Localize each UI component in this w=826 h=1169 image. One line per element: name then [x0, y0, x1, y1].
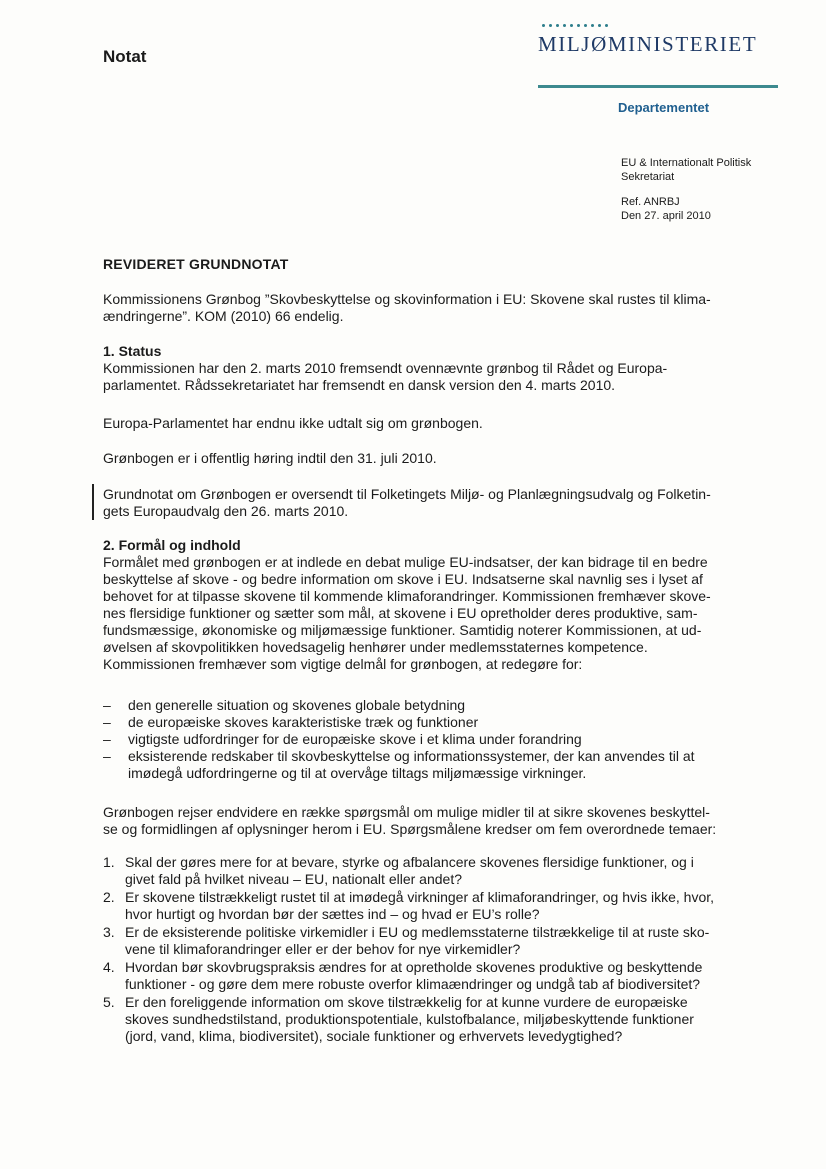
list-item: den generelle situation og skovenes globale betydning	[128, 697, 466, 713]
sender-block	[621, 156, 751, 223]
numbered-item: Hvordan bør skovbrugspraksis ændres for at opretholde skovenes produktive og beskyttende funktioner - og gøre dem mere robuste overfor klimaændringer og undgå tab af biodiversitet?	[125, 959, 703, 992]
text-line: øvelsen af skovpolitikken hovedsagelig henhører under medlemsstaternes kompetence.	[103, 639, 648, 655]
logo-dots-decoration	[542, 24, 614, 29]
paragraph: Grønbogen er i offentlig høring indtil den 31. juli 2010.	[103, 450, 437, 466]
document-heading: REVIDERET GRUNDNOTAT	[103, 256, 289, 272]
numbered-item: Er de eksisterende politiske virkemidler i EU og medlemsstaterne tilstrækkelige til at ruste sko- vene til klimaforandringer eller er der behov for nye virkemidler?	[125, 924, 710, 957]
sender-line: Sekretariat	[621, 171, 675, 183]
text-line: nes flersidige funktioner og sætter som mål, at skovene i EU opretholder deres produktive, sam-	[103, 605, 698, 621]
list-item-continuation: imødegå udfordringerne og til at overvåge tiltags miljømæssige virkninger.	[128, 765, 587, 781]
numbered-item: Er den foreliggende information om skove tilstrækkelig for at kunne vurdere de europæiske skoves sundhedstilstand, produktionspotentiale, kulstofbalance, miljøbeskyttende funktioner (jord, vand, klima, biodiversitet), sociale funktioner og erhvervets levedygtighed?	[125, 994, 694, 1044]
list-item: eksisterende redskaber til skovbeskyttelse og informationssystemer, der kan anvendes til at	[128, 748, 695, 764]
text-line: parlamentet. Rådssekretariatet har fremsendt en dansk version den 4. marts 2010.	[103, 377, 616, 393]
document-type-label: Notat	[103, 47, 147, 66]
item-number: 3.	[103, 924, 115, 940]
text-line: ændringerne”. KOM (2010) 66 endelig.	[103, 308, 344, 324]
item-number: 2.	[103, 889, 115, 905]
section-heading: 2. Formål og indhold	[103, 537, 241, 553]
reference: Ref. ANRBJ	[621, 196, 680, 208]
text-line: beskyttelse af skove - og bedre information om skove i EU. Indsatserne skal navnlig ses i lyset af	[103, 571, 703, 587]
list-item: vigtigste udfordringer for de europæiske skove i et klima under forandring	[128, 731, 582, 747]
paragraph: Europa-Parlamentet har endnu ikke udtalt sig om grønbogen.	[103, 415, 483, 431]
paragraph	[103, 486, 775, 520]
document-date: Den 27. april 2010	[621, 210, 711, 222]
intro-paragraph	[103, 291, 775, 325]
revision-change-bar	[92, 484, 94, 520]
numbered-item: Er skovene tilstrækkeligt rustet til at imødegå virkninger af klimaforandringer, og hvis ikke, hvor, hvor hurtigt og hvordan bør der sættes ind – og hvad er EU’s rolle?	[125, 889, 715, 922]
text-line: Kommissionen har den 2. marts 2010 fremsendt ovennævnte grønbog til Rådet og Europa-	[103, 360, 668, 376]
paragraph	[103, 804, 775, 838]
logo-department: Departementet	[618, 100, 710, 115]
purpose-section	[103, 537, 775, 673]
text-line: Kommissionen fremhæver som vigtige delmål for grønbogen, at redegøre for:	[103, 656, 583, 672]
item-number: 4.	[103, 959, 115, 975]
text-line: fundsmæssige, økonomiske og miljømæssige funktioner. Samtidig noterer Kommissionen, at ud-	[103, 622, 702, 638]
text-line: gets Europaudvalg den 26. marts 2010.	[103, 503, 349, 519]
logo-divider	[538, 85, 778, 88]
status-section	[103, 343, 775, 394]
text-line: behovet for at tilpasse skovene til kommende klimaforandringer. Kommissionen fremhæver skove-	[103, 588, 711, 604]
section-heading: 1. Status	[103, 343, 162, 359]
text-line: Grundnotat om Grønbogen er oversendt til Folketingets Miljø- og Planlægningsudvalg og Folketin-	[103, 486, 711, 502]
text-line: Formålet med grønbogen er at indlede en debat mulige EU-indsatser, der kan bidrage til en bedre	[103, 554, 708, 570]
logo-ministry-name: MILJØMINISTERIET	[538, 32, 758, 56]
sender-line: EU & Internationalt Politisk	[621, 157, 752, 169]
list-item: de europæiske skoves karakteristiske træk og funktioner	[128, 714, 479, 730]
text-line: Kommissionens Grønbog ”Skovbeskyttelse og skovinformation i EU: Skovene skal rustes til klima-	[103, 291, 711, 307]
numbered-item: Skal der gøres mere for at bevare, styrke og afbalancere skovenes flersidige funktioner, og i givet fald på hvilket niveau – EU, nationalt eller andet?	[125, 854, 694, 887]
item-number: 5.	[103, 994, 115, 1010]
text-line: se og formidlingen af oplysninger herom i EU. Spørgsmålene kredser om fem overordnede temaer:	[103, 821, 717, 837]
text-line: Grønbogen rejser endvidere en række spørgsmål om mulige midler til at sikre skovenes beskyttel-	[103, 804, 710, 820]
item-number: 1.	[103, 854, 115, 870]
